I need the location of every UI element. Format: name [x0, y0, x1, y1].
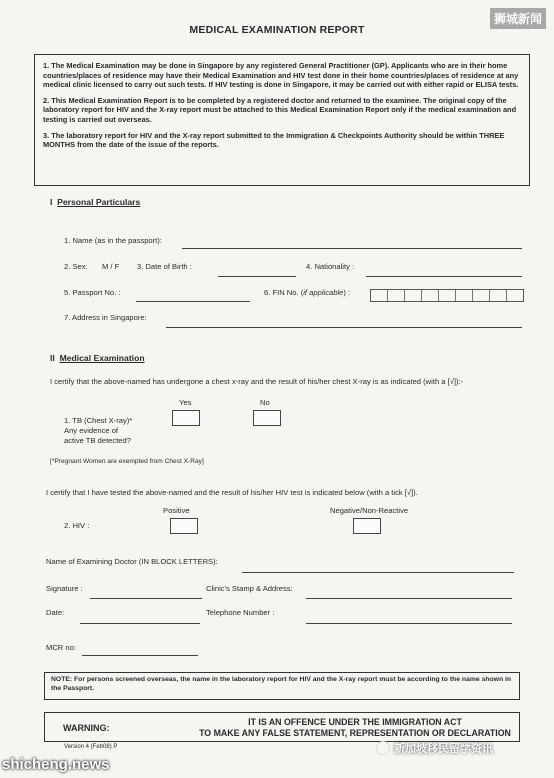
passport-field[interactable] — [136, 301, 250, 302]
instruction-note-1: 1. The Medical Examination may be done in Singapore by any registered General Practitioner (GP). Applicants who are in their home countries/places of residence may have their Medical Examination and HIV test done in their home countries/places of residence at any medical clinic licensed to carry out such tests. If HIV testing is done in Singapore, it may be carried out with either rapid or ELISA tests. — [43, 61, 519, 90]
signature-field[interactable] — [90, 598, 202, 599]
phone-label: Telephone Number : — [206, 608, 275, 617]
instructions-box — [34, 54, 530, 186]
hiv-negative-checkbox[interactable] — [353, 518, 381, 534]
warning-box — [44, 712, 520, 742]
tb-no-checkbox[interactable] — [253, 410, 281, 426]
instruction-note-2: 2. This Medical Examination Report is to be completed by a registered doctor and returned to the examinee. The original copy of the laboratory report for HIV and the X-ray report must be attached to this Medical Examination Report only if the medical examination and testing is carried out overseas. — [43, 95, 517, 124]
dob-label: 3. Date of Birth : — [137, 262, 192, 271]
clinic-stamp-label: Clinic's Stamp & Address: — [206, 584, 293, 593]
address-label: 7. Address in Singapore: — [64, 313, 147, 322]
fin-label-italic: if applicable — [303, 288, 344, 297]
hiv-positive-checkbox[interactable] — [170, 518, 198, 534]
section-roman: II — [50, 353, 55, 363]
section-personal-heading — [50, 197, 140, 207]
hiv-certify-text: I certify that I have tested the above-named and the result of his/her HIV test is indicated below (with a tick [√]). — [46, 488, 418, 497]
tb-label: 1. TB (Chest X-ray)* — [64, 416, 133, 425]
nationality-field[interactable] — [366, 276, 522, 277]
pregnant-note: [*Pregnant Women are exempted from Chest X-Ray] — [50, 458, 204, 465]
mcr-label: MCR no: — [46, 643, 76, 652]
version-text: Version 4 (Feb08) P — [64, 744, 118, 750]
warning-line-2: TO MAKE ANY FALSE STATEMENT, REPRESENTATION OR DECLARATION — [199, 728, 511, 738]
positive-label: Positive — [163, 506, 190, 515]
yes-label: Yes — [179, 398, 192, 407]
watermark-bottom-right-text: 新加坡移民留学资讯 — [394, 743, 493, 755]
tb-label-line2: Any evidence of — [64, 426, 119, 435]
date-field[interactable] — [80, 623, 200, 624]
signature-label: Signature : — [46, 584, 83, 593]
section-roman: I — [50, 197, 53, 207]
no-label: No — [260, 398, 270, 407]
section-title: Medical Examination — [59, 353, 145, 363]
name-label: 1. Name (as in the passport): — [64, 236, 162, 245]
page-title: MEDICAL EXAMINATION REPORT — [189, 24, 365, 36]
section-medical-heading — [50, 353, 145, 363]
wechat-icon — [376, 741, 390, 755]
warning-line-1: IT IS AN OFFENCE UNDER THE IMMIGRATION ACT — [248, 717, 462, 727]
clinic-stamp-field[interactable] — [306, 598, 512, 599]
passport-label: 5. Passport No. : — [64, 288, 121, 297]
xray-certify-text: I certify that the above-named has undergone a chest x-ray and the result of his/her chest X-ray is as indicated (with a [√]):- — [50, 377, 464, 386]
negative-label: Negative/Non-Reactive — [330, 506, 409, 515]
tb-label-line3: active TB detected? — [64, 436, 131, 445]
phone-field[interactable] — [306, 623, 512, 624]
doctor-name-field[interactable] — [242, 572, 514, 573]
address-field[interactable] — [166, 327, 522, 328]
fin-label-suffix: ) : — [343, 288, 351, 297]
dob-field[interactable] — [218, 276, 296, 277]
warning-text — [195, 717, 515, 739]
warning-label: WARNING: — [63, 723, 110, 733]
watermark-bottom-left: shicheng.news — [2, 756, 110, 773]
sex-label: 2. Sex: — [64, 262, 88, 271]
watermark-top-right: 狮城新闻 — [490, 8, 546, 29]
hiv-label: 2. HIV : — [64, 521, 90, 530]
instruction-note-3: 3. The laboratory report for HIV and the X-ray report submitted to the Immigration & Checkpoints Authority should be within THREE MONTHS from the date of the issue of the reports. — [43, 130, 505, 150]
fin-label-prefix: 6. FIN No. ( — [264, 288, 304, 297]
fin-field[interactable] — [370, 289, 524, 302]
name-field[interactable] — [182, 248, 522, 249]
watermark-bottom-right — [376, 740, 493, 756]
doctor-name-label: Name of Examining Doctor (IN BLOCK LETTERS): — [46, 557, 218, 566]
nationality-label: 4. Nationality : — [306, 262, 355, 271]
section-title: Personal Particulars — [57, 197, 141, 207]
tb-yes-checkbox[interactable] — [172, 410, 200, 426]
mcr-field[interactable] — [82, 655, 198, 656]
date-label: Date: — [46, 608, 65, 617]
fin-label — [264, 288, 350, 297]
sex-options[interactable]: M / F — [102, 262, 120, 271]
footer-note: NOTE: For persons screened overseas, the name in the laboratory report for HIV and the X-ray report must be according to the name shown in the Passport. — [44, 672, 520, 700]
